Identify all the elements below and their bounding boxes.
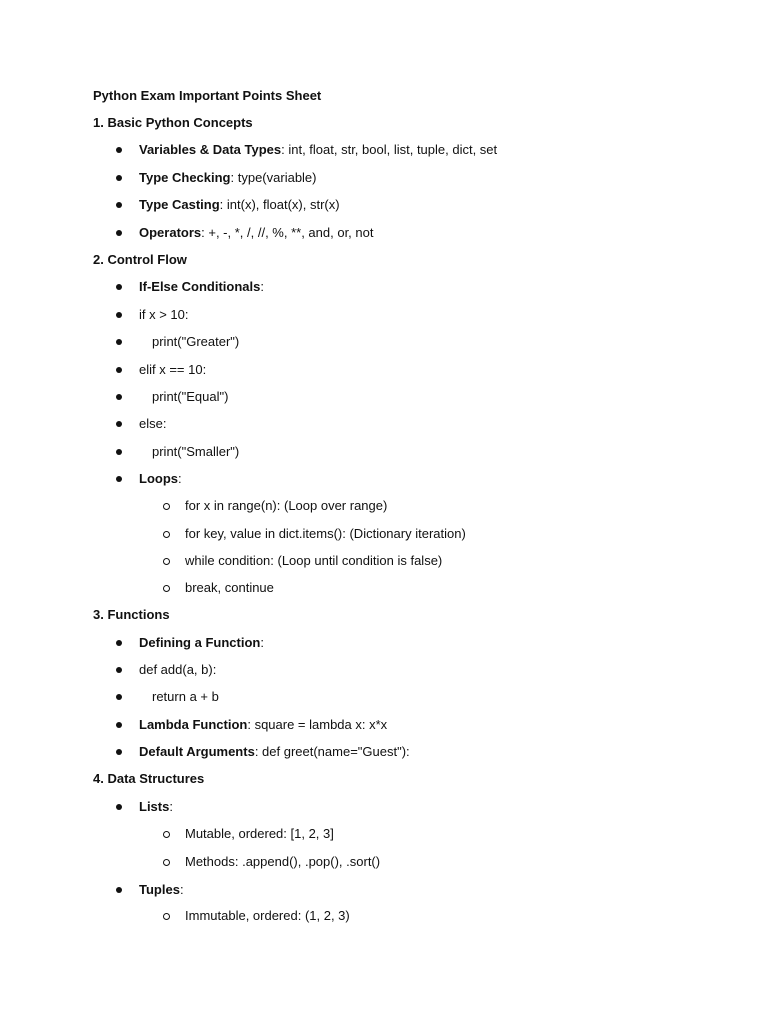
bullet-circle-icon (163, 531, 170, 538)
list-item-code-line: else: (139, 416, 167, 431)
list-item-type-casting: Type Casting: int(x), float(x), str(x) (139, 197, 340, 212)
bullet-disc-icon (116, 284, 122, 290)
bullet-circle-icon (163, 558, 170, 565)
bullet-disc-icon (116, 887, 122, 893)
bullet-circle-icon (163, 831, 170, 838)
bullet-disc-icon (116, 476, 122, 482)
sub-list-item: break, continue (185, 580, 274, 595)
bullet-disc-icon (116, 694, 122, 700)
bullet-disc-icon (116, 749, 122, 755)
bullet-disc-icon (116, 367, 122, 373)
list-item-type-checking: Type Checking: type(variable) (139, 170, 317, 185)
list-item-lists: Lists: (139, 799, 173, 814)
section-heading-basic-concepts: 1. Basic Python Concepts (93, 115, 253, 130)
bullet-disc-icon (116, 722, 122, 728)
list-item-if-else: If-Else Conditionals: (139, 279, 264, 294)
sub-list-item: for key, value in dict.items(): (Dictionary iteration) (185, 526, 466, 541)
list-item-code-line: elif x == 10: (139, 362, 207, 377)
bullet-circle-icon (163, 859, 170, 866)
bullet-circle-icon (163, 585, 170, 592)
list-item-code-line: if x > 10: (139, 307, 189, 322)
bullet-disc-icon (116, 339, 122, 345)
bullet-circle-icon (163, 913, 170, 920)
bullet-disc-icon (116, 421, 122, 427)
bullet-disc-icon (116, 230, 122, 236)
bullet-disc-icon (116, 312, 122, 318)
bullet-disc-icon (116, 449, 122, 455)
section-heading-control-flow: 2. Control Flow (93, 252, 187, 267)
list-item-code-line: return a + b (152, 689, 219, 704)
bullet-disc-icon (116, 804, 122, 810)
list-item-lambda: Lambda Function: square = lambda x: x*x (139, 717, 388, 732)
bullet-circle-icon (163, 503, 170, 510)
list-item-code-line: print("Equal") (152, 389, 229, 404)
document-title: Python Exam Important Points Sheet (93, 88, 322, 103)
sub-list-item: Immutable, ordered: (1, 2, 3) (185, 908, 350, 923)
bullet-disc-icon (116, 147, 122, 153)
bullet-disc-icon (116, 394, 122, 400)
list-item-code-line: print("Smaller") (152, 444, 240, 459)
bullet-disc-icon (116, 202, 122, 208)
section-heading-functions: 3. Functions (93, 607, 170, 622)
sub-list-item: while condition: (Loop until condition is false) (185, 553, 443, 568)
sub-list-item: Mutable, ordered: [1, 2, 3] (185, 826, 334, 841)
section-heading-data-structures: 4. Data Structures (93, 771, 205, 786)
list-item-operators: Operators: +, -, *, /, //, %, **, and, or, not (139, 225, 374, 240)
bullet-disc-icon (116, 667, 122, 673)
list-item-variables: Variables & Data Types: int, float, str, bool, list, tuple, dict, set (139, 142, 498, 157)
list-item-tuples: Tuples: (139, 882, 184, 897)
sub-list-item: for x in range(n): (Loop over range) (185, 498, 388, 513)
list-item-default-arguments: Default Arguments: def greet(name="Guest"): (139, 744, 410, 759)
list-item-loops: Loops: (139, 471, 182, 486)
list-item-code-line: def add(a, b): (139, 662, 217, 677)
sub-list-item: Methods: .append(), .pop(), .sort() (185, 854, 381, 869)
list-item-code-line: print("Greater") (152, 334, 240, 349)
bullet-disc-icon (116, 175, 122, 181)
bullet-disc-icon (116, 640, 122, 646)
list-item-defining-function: Defining a Function: (139, 635, 264, 650)
